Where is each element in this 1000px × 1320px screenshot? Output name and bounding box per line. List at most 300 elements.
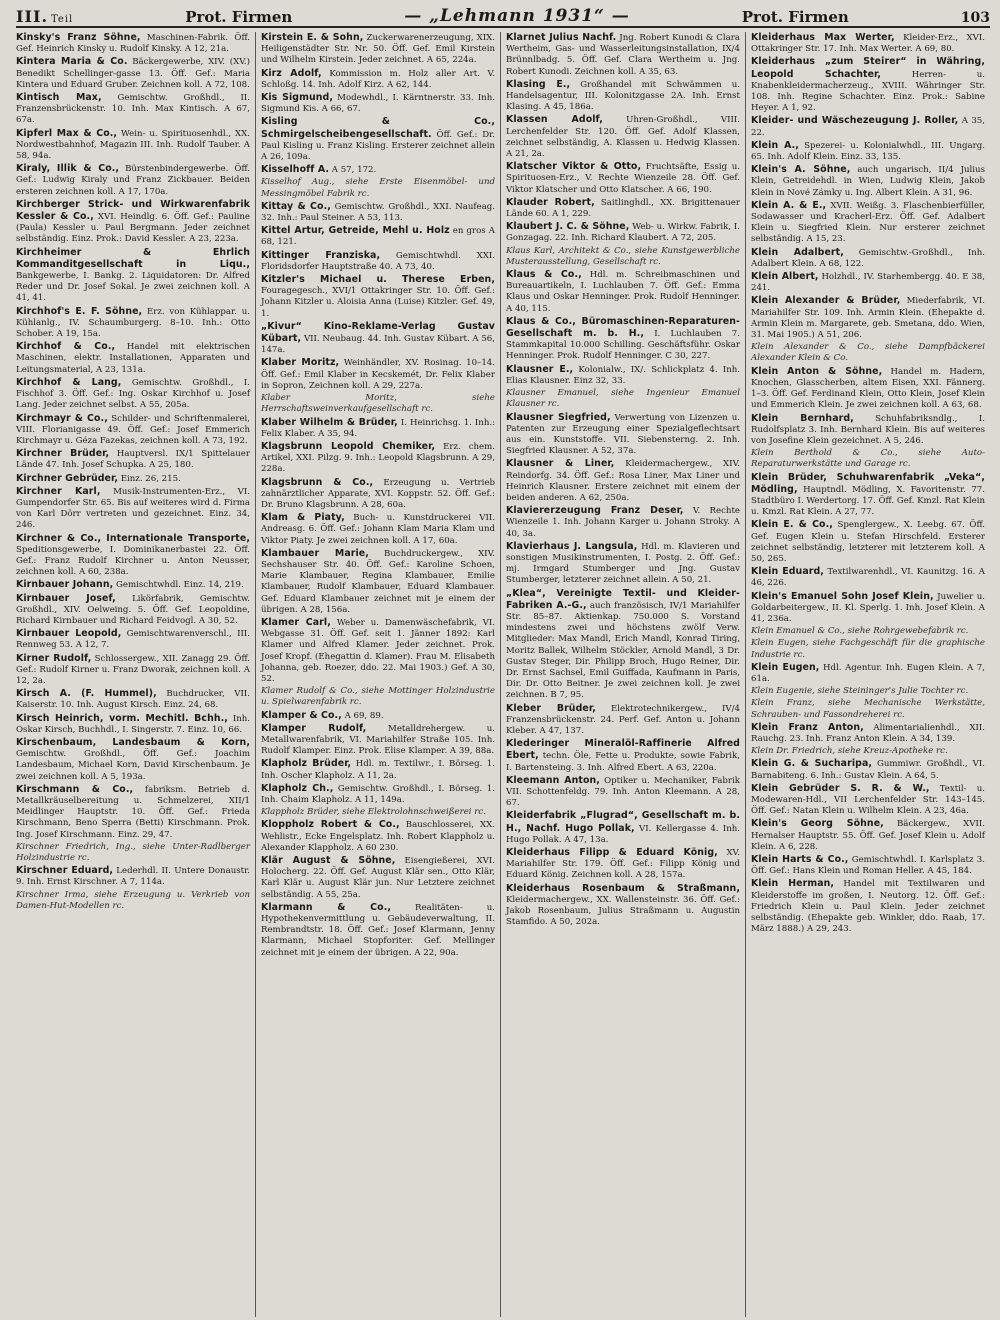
entry-details: Hdl. m. Schreibmaschinen und Bureauartikeln, I. Luchlauben 7. Öff. Gef.: Emma Klaus und Oskar Henninger. Prok. Rudolf Henninger. A 40, 115. (506, 270, 740, 314)
directory-entry (751, 758, 985, 781)
directory-entry (751, 413, 985, 448)
directory-entry (261, 201, 495, 224)
entry-details: A 35, 22. (751, 116, 985, 138)
directory-entry (751, 722, 985, 745)
firm-name: Kirschmann & Co., (16, 783, 134, 795)
firm-name: Kirsch A. (F. Hummel), (16, 688, 157, 700)
directory-entry (751, 783, 985, 818)
entry-columns (16, 32, 990, 1317)
firm-name: Kittinger Franziska, (261, 249, 381, 261)
column-3 (500, 32, 745, 1317)
entry-details: Klamer Rudolf & Co., siehe Mottinger Holzindustrie u. Spielwarenfabrik rc. (261, 686, 495, 708)
entry-details: fabriksm. Betrieb d. Metallkräuselbereitung u. Schmelzerei, XII/1 Meidlinger Hauptstr. 10. Öff. Gef.: Frieda Kirschmann, Beno Sperra (Betti) Kirschmann. Prok. Ing. Josef Kirschmann. Einz. 29, 47. (16, 784, 251, 840)
directory-entry (16, 473, 250, 485)
directory-entry (16, 842, 250, 864)
entry-details: Fouragegesch., XVI/1 Ottakringer Str. 10. Öff. Gef.: Johann Kitzler u. Aloisia Anna (Luise) Kitzler. Gef. 49, 1. (261, 286, 495, 319)
firm-name: Klein Franz Anton, (751, 721, 864, 733)
firm-name: Klein Brüder, Schuhwarenfabrik „Veka“, Mödling, (751, 471, 985, 495)
entry-details: Klein Franz, siehe Mechanische Werkstätte, Schrauben- und Fassondreherei rc. (751, 698, 985, 720)
firm-name: Kirner Rudolf, (16, 652, 92, 664)
firm-name: Klam & Piaty, (261, 512, 345, 524)
firm-name: Klein Bernhard, (751, 412, 854, 424)
firm-name: Kintisch Max, (16, 92, 102, 104)
firm-name: Klamper & Co., (261, 709, 342, 721)
entry-details: Realitäten- u. Hypothekenvermittlung u. Gebäudeverwaltung, II. Rembrandtstr. 18. Öff. Gef.: Josef Klarmann, Jenny Klarmann, Michael Stopforiter. Gef. Mellinger zeichnet mit je einem der übrigen. A 22, 90a. (261, 902, 495, 958)
entry-details: Klaber Moritz, siehe Herrschaftsweinverkaufgesellschaft rc. (261, 393, 495, 415)
firm-name: Klein A., (751, 139, 799, 151)
firm-name: Klär August & Söhne, (261, 855, 396, 867)
entry-details: Spenglergew., X. Leebg. 67. Öff. Gef. Eugen Klein u. Stefan Hirschfeld. Ersterer zeichnet selbständig, letzterer mit letzterem koll. A 50, 265. (751, 520, 985, 564)
directory-entry (16, 377, 250, 412)
entry-details: Kisselhof Aug., siehe Erste Eisenmöbel- und Messingmöbel Fabrik rc. (261, 177, 495, 199)
entry-details: I. Heinrichsg. 1. Inh.: Felix Klaber. A 35, 94. (261, 417, 495, 439)
entry-details: Juwelier u. Goldarbeitergew., II. Kl. Sperlg. 1. Inh. Josef Klein. A 41, 236a. (751, 591, 985, 624)
entry-details: Herren- u. Knabenkleidermacherzeug., XVIII. Währinger Str. 108. Inh. Regine Schachter. Einz. Prok.: Sabine Heyer. A 1, 92. (751, 69, 985, 114)
directory-entry (506, 810, 740, 846)
directory-entry (751, 366, 985, 412)
firm-name: Kiraly, Illik & Co., (16, 163, 120, 175)
entry-details: Eisengießerei, XVI. Holocherg. 22. Öff. Gef. August Klär sen., Otto Klär, Karl Klär u. August Klär jun. Nur Letztere zeichnet selbständig. A 55, 25a. (261, 856, 495, 900)
entry-details: Gemischtwhdl. XXI. Floridsdorfer Hauptstraße 40. A 73, 40. (261, 250, 495, 272)
firm-name: Kirchhof & Lang, (16, 376, 122, 388)
directory-entry (261, 393, 495, 415)
entry-details: Handel mit elektrischen Maschinen, elektr. Installationen, Apparaten und Leitungsmaterial, A 23, 131a. (16, 342, 250, 375)
firm-name: Kirchmayr & Co., (16, 412, 108, 424)
firm-name: Kirchner Karl, (16, 485, 101, 497)
entry-details: Likörfabrik, Gemischtw. Großhdl., XIV. Oelweing. 5. Öff. Gef. Leopoldine, Richard Kirnbauer und Richard Feidvogl. A 30, 52. (16, 593, 251, 626)
directory-entry (16, 713, 250, 736)
entry-details: Verwertung von Lizenzen u. Patenten zur Erzeugung einer Spezialgeflechtsart aus ein. Kunststoffe. VII. Siebensterng. 2. Inh. Siegfried Klausner. A 52, 37a. (506, 412, 740, 457)
firm-name: Klauder Robert, (506, 196, 595, 208)
firm-name: Klavierhaus J. Langsula, (506, 540, 638, 552)
entry-details: Klein Dr. Friedrich, siehe Kreuz-Apotheke rc. (751, 746, 948, 757)
directory-entry (751, 271, 985, 294)
entry-details: Web- u. Wirkw. Fabrik, I. Gonzagag. 22. Inh. Richard Klaubert. A 72, 205. (506, 222, 740, 244)
firm-name: Kirchner Gebrüder, (16, 472, 118, 484)
firm-name: Kirnbauer Johann, (16, 579, 114, 591)
firm-name: Klaus & Co., (506, 269, 582, 281)
directory-entry (16, 341, 250, 376)
entry-details: Kolonialw., IX/. Schlickplatz 4. Inh. Elias Klausner. Einz 32, 33. (506, 364, 740, 386)
directory-entry (261, 225, 495, 248)
entry-details: Klappholz Brüder, siehe Elektrolohnschweißerei rc. (261, 807, 486, 818)
firm-name: Kintera Maria & Co. (16, 56, 128, 68)
directory-entry (16, 32, 250, 55)
entry-details: Hdl. m. Textilwr., I. Börseg. 1. Inh. Oscher Klapholz. A 11, 2a. (261, 759, 496, 781)
firm-name: Kirchhof & Co., (16, 341, 116, 353)
directory-entry (261, 477, 495, 512)
entry-details: Bäckergewerbe, XIV. (XV.) Benedikt Schellinger-gasse 13. Öff. Gef.: Maria Kintera und Eduard Gruber. Zeichnen koll. A 72, 108. (16, 57, 251, 90)
firm-name: Klausner & Liner, (506, 458, 615, 470)
directory-entry (506, 316, 740, 363)
firm-name: Kis Sigmund, (261, 92, 333, 104)
firm-name: Kirnbauer Leopold, (16, 628, 122, 640)
directory-entry (506, 221, 740, 244)
firm-name: Kitzler's Michael u. Therese Erben, (261, 274, 495, 286)
directory-entry (751, 662, 985, 685)
entry-details: Uhren-Großhdl., VIII. Lerchenfelder Str. 120. Öff. Gef. Adolf Klassen, zeichnet selbständig, A. Klassen u. Hedwig Klassen. A 21, 2a. (506, 115, 740, 160)
directory-entry (751, 448, 985, 470)
directory-entry (16, 163, 250, 198)
firm-name: Kisselhoff A. (261, 164, 330, 176)
directory-entry (506, 388, 740, 410)
firm-name: Klein Herman, (751, 878, 835, 890)
directory-entry (751, 746, 985, 757)
directory-entry (261, 758, 495, 781)
entry-details: Schuhfabriksndlg., I. Rudolfsplatz 3. Inh. Bernhard Klein. Bis auf weiteres von Josefine Klein gezeichnet. A 5, 246. (751, 413, 985, 446)
entry-details: Alimentarialienhdl., XII. Rauchg. 23. Inh. Franz Anton Klein. A 34, 139. (751, 722, 985, 744)
directory-entry (506, 847, 740, 882)
entry-details: Wein- u. Spirituosenhdl., XX. Nordwestbahnhof, Magazin III. Inh. Rudolf Tauber. A 58, 94a. (16, 128, 250, 162)
directory-entry (16, 247, 250, 305)
firm-name: Klagsbrunn & Co., (261, 476, 374, 488)
directory-entry (506, 703, 740, 738)
directory-entry (261, 441, 495, 476)
directory-entry (751, 295, 985, 341)
directory-entry (261, 321, 495, 357)
entry-details: Gemischtw. Großhdl., I. Fischhof 3. Öff. Gef.: Ing. Oskar Kirchhof u. Josef Lang. Jeder zeichnet selbst. A 55, 205a. (16, 377, 251, 411)
firm-name: Klapholz Brüder, (261, 758, 352, 770)
directory-entry (751, 140, 985, 163)
entry-details: Bäckergew., XVII. Hernalser Hauptstr. 55. Öff. Gef. Josef Klein u. Adolf Klein. A 6, 228. (751, 819, 985, 852)
directory-entry (16, 628, 250, 651)
entry-details: Modewhdl., I. Kärntnerstr. 33. Inh. Sigmund Kis. A 66, 67. (261, 93, 495, 115)
firm-name: Kirchheimer & Ehrlich Kommanditgesellschaft in Liqu., (16, 246, 250, 270)
firm-name: Klein's Georg Söhne, (751, 818, 884, 830)
directory-entry (751, 342, 985, 364)
firm-name: Klein Anton & Söhne, (751, 365, 883, 377)
entry-details: Handel m. Hadern, Knochen, Glasscherben, altem Eisen, XXI. Fännerg. 1–3. Öff. Gef. Ferdinand Klein, Otto Klein, Josef Klein und Emmerich Klein. Je zwei zeichnen koll. A 63, 68. (751, 366, 985, 411)
directory-entry (751, 878, 985, 935)
firm-name: Klassen Adolf, (506, 114, 603, 126)
firm-name: Klein Harts & Co., (751, 854, 849, 866)
directory-entry (16, 737, 250, 783)
directory-entry (261, 686, 495, 708)
entry-details: Bürstenbindergewerbe. Öff. Gef.: Ludwig Kiraly und Franz Zickbauer. Beiden ersteren zeichnen koll. A 17, 170a. (16, 164, 251, 197)
directory-entry (751, 854, 985, 877)
entry-details: VI. Kellergasse 4. Inh. Hugo Pollak. A 47, 13a. (506, 823, 740, 845)
directory-entry (261, 710, 495, 722)
firm-name: Klatscher Viktor & Otto, (506, 161, 642, 173)
entry-details: Weber u. Damenwäschefabrik, VI. Webgasse 31. Öff. Gef. seit 1. Jänner 1892: Karl Klamer und Alfred Klamer. Jeder zeichnet. Prok. Josef Kropf. (Ehegattin d. Klamer). Frau M. Elisabeth Johanna, geb. Roezer, ddo. 22. Mai 1903.) Gef. A 30, 52. (261, 617, 496, 684)
firm-name: Klein Eugen, (751, 661, 820, 673)
firm-name: Kleider- und Wäschezeugung J. Roller, (751, 115, 959, 127)
entry-details: Buchdruckergew., XIV. Sechshauser Str. 40. Öff. Gef.: Karoline Schoen, Marie Klambauer, Regina Klambauer, Emilie Klambauer, Rudolf Klambauer, Eduard Klambauer. Gef. Eduard Klambauer zeichnet mit je einem der übrigen. A 28, 156a. (261, 548, 496, 615)
firm-name: Klaber Wilhelm & Brüder, (261, 416, 398, 428)
directory-entry (506, 588, 740, 702)
firm-name: Kinsky's Franz Söhne, (16, 32, 141, 43)
firm-name: Kirz Adolf, (261, 67, 322, 79)
firm-name: Klamer Carl, (261, 616, 331, 628)
column-1 (16, 32, 255, 1317)
directory-entry (751, 698, 985, 720)
entry-details: Kleidermachergew., XX. Wallensteinstr. 36. Öff. Gef.: Jakob Rosenbaum, Julius Straßmann u. Augustin Stamfido. A 50, 202a. (506, 894, 740, 928)
entry-details: Musik-Instrumenten-Erz., VI. Gumpendorfer Str. 65. Bis auf weiteres wird d. Firma von Karl Dörr vertreten und gezeichnet. Einz. 34, 246. (16, 486, 250, 531)
directory-entry (506, 738, 740, 774)
directory-entry (261, 357, 495, 392)
entry-details: XVII. Weißg. 3. Flaschenbierfüller, Sodawasser und Kracherl-Erz. Öff. Gef. Adalbert Klein u. Siegfried Klein. Nur ersterer zeichnet selbständig. A 15, 23. (751, 200, 985, 245)
firm-name: Klaviererzeugung Franz Deser, (506, 505, 684, 517)
firm-name: Klederinger Mineralöl-Raffinerie Alfred Ebert, (506, 738, 740, 762)
firm-name: Kloppholz Robert & Co., (261, 819, 400, 831)
firm-name: Kirschner Eduard, (16, 865, 114, 877)
directory-entry (16, 128, 250, 163)
firm-name: „Klea“, Vereinigte Textil- und Kleider-Fabriken A.-G., (506, 587, 740, 611)
directory-entry (506, 883, 740, 929)
entry-details: Gemischtw. Großhdl., Öff. Gef.: Joachim Landesbaum, Michael Korn, David Kirschenbaum. Je zwei zeichnen koll. A 5, 193a. (16, 749, 250, 782)
directory-entry (506, 458, 740, 504)
entry-details: Klausner Emanuel, siehe Ingenieur Emanuel Klausner rc. (506, 388, 740, 410)
firm-name: Kirchberger Strick- und Wirkwarenfabrik Kessler & Co., (16, 198, 250, 223)
directory-entry (16, 199, 250, 246)
directory-entry (261, 617, 495, 685)
volume-label: III. Teil (16, 7, 74, 26)
firm-name: Klaubert J. C. & Söhne, (506, 221, 630, 233)
firm-name: Kleiderfabrik „Flugrad“, Gesellschaft m. b. H., Nachf. Hugo Pollak, (506, 810, 740, 834)
entry-details: Kleidermachergew., XIV. Reindorfg. 34. Öff. Gef.: Rosa Liner, Max Liner und Heinrich Klausner. Erstere zeichnet mit einem der beiden anderen. A 62, 250a. (506, 459, 741, 503)
directory-entry (261, 819, 495, 854)
directory-entry (16, 865, 250, 888)
firm-name: Kleiderhaus Rosenbaum & Straßmann, (506, 882, 740, 894)
directory-entry (16, 593, 250, 628)
directory-entry (16, 688, 250, 711)
directory-entry (261, 548, 495, 616)
entry-details: Buchdrucker, VII. Kaiserstr. 10. Inh. August Kirsch. Einz. 24, 68. (16, 689, 250, 711)
entry-details: Öff. Gef.: Dr. Paul Kisling u. Franz Kisling. Ersterer zeichnet allein A 26, 109a. (261, 129, 495, 163)
entry-details: Schilder- und Schriftenmalerei, VIII. Florianigasse 49. Öff. Gef.: Josef Emmerich Kirchmayr u. Géza Fazekas, zeichnen koll. A 73, 192. (16, 413, 251, 446)
entry-details: Klein Eugenie, siehe Steininger's Julie Tochter rc. (751, 686, 969, 697)
directory-entry (261, 902, 495, 959)
entry-details: Maschinen-Fabrik. Öff. Gef. Heinrich Kinsky u. Rudolf Kinsky. A 12, 21a. (16, 33, 250, 55)
entry-details: Klein Alexander & Co., siehe Dampfbäckerei Alexander Klein & Co. (751, 342, 985, 364)
entry-details: Bauschlosserei, XX. Wehlistr., Ecke Engelsplatz. Inh. Robert Klappholz u. Alexander Klappholz. A 60 230. (261, 820, 496, 853)
entry-details: VII. Neubaug. 44. Inh. Gustav Kübart. A 56, 147a. (261, 334, 496, 356)
entry-details: Metalldrehergew. u. Metallwarenfabrik, VI. Mariahilfer Straße 105. Inh. Rudolf Klamper. Einz. Prok. Elise Klamper. A 39, 88a. (261, 723, 495, 757)
entry-details: Klein Emanuel & Co., siehe Rohrgewebefabrik rc. (751, 626, 969, 637)
entry-details: A 57, 172. (331, 165, 377, 176)
entry-details: Gemischtwarenverschl., III. Rennweg 53. A 12, 7. (16, 629, 251, 651)
directory-entry (16, 890, 250, 912)
directory-entry (751, 566, 985, 589)
directory-entry (16, 784, 250, 841)
firm-name: Klausner E., (506, 363, 574, 375)
entry-details: en gros A 68, 121. (261, 226, 495, 248)
directory-entry (261, 92, 495, 115)
directory-entry (261, 274, 495, 320)
directory-entry (751, 818, 985, 853)
directory-entry (751, 686, 985, 697)
firm-name: Klarmann & Co., (261, 901, 392, 913)
firm-name: Kleemann Anton, (506, 774, 600, 786)
entry-details: Hauptndl. Mödling, X. Favoritenstr. 77. Stadtbüro I. Werdertorg. 17. Öff. Gef. Kmzl. Rat Klein u. Kmzl. Rat Klein. A 27, 77. (751, 484, 985, 518)
firm-name: Klausner Siegfried, (506, 411, 611, 423)
directory-entry (261, 417, 495, 440)
directory-entry (16, 486, 250, 532)
entry-details: Optiker u. Mechaniker, Fabrik VII. Schottenfeldg. 79. Inh. Anton Kleemann. A 28, 67. (506, 775, 740, 809)
firm-name: Kittel Artur, Getreide, Mehl u. Holz (261, 225, 450, 237)
entry-details: Miederfabrik, VI. Mariahilfer Str. 109. Inh. Armin Klein. (Ehepakte d. Armin Klein m. Margarete, geb. Smetana, ddo. Wien, 31. Mai 1905.) A 51, 206. (751, 296, 985, 341)
entry-details: Holzhdl., IV. Starhembergg. 40. E 38, 241. (751, 272, 985, 294)
entry-details: Klaus Karl, Architekt & Co., siehe Kunstgewerbliche Musterausstellung, Gesellschaft rc. (506, 245, 740, 267)
section-label-left: Prot. Firmen (185, 8, 293, 26)
directory-entry (16, 92, 250, 127)
firm-name: Klapholz Ch., (261, 782, 334, 794)
directory-entry (506, 161, 740, 196)
firm-name: Kirchner & Co., Internationale Transporte, (16, 532, 250, 544)
entry-details: Kommission m. Holz aller Art. V. Schloßg. 14. Inh. Adolf Kirz. A 62, 144. (261, 68, 495, 90)
firm-name: Kirschenbaum, Landesbaum & Korn, (16, 736, 250, 748)
entry-details: Gemischtwhdl. Einz. 14, 219. (116, 580, 244, 591)
firm-name: Kleber Brüder, (506, 702, 596, 714)
firm-name: Kirstein E. & Sohn, (261, 32, 364, 43)
firm-name: Klaber Moritz, (261, 357, 340, 369)
entry-details: Kirschner Irma, siehe Erzeugung u. Verkrieb von Damen-Hut-Modellen rc. (16, 889, 250, 911)
directory-entry (16, 413, 250, 448)
directory-entry (261, 164, 495, 176)
directory-entry (261, 855, 495, 901)
firm-name: Kleiderhaus Max Werter, (751, 32, 895, 43)
directory-entry (751, 591, 985, 626)
entry-details: Gemischtw. Großhdl., II. Franzensbrückenstr. 10. Inh. Max Kintisch. A 67, 67a. (16, 93, 251, 126)
column-4 (745, 32, 990, 1317)
entry-details: Handel mit Textilwaren und Kleiderstoffe im großen, I. Neutorg. 12. Öff. Gef.: Friedrich Klein u. Paul Klein. Jeder zeichnet selbständig. (Ehepakte geb. Winkler, ddo. Raab, 17. März 1888.) A 29, 243. (751, 879, 985, 935)
entry-details: Gemischtw.-Großhdl., Inh. Adalbert Klein. A 68, 122. (751, 247, 986, 269)
firm-name: Klaus & Co., Büromaschinen-Reparaturen-Gesellschaft m. b. H., (506, 315, 740, 340)
firm-name: Klamper Rudolf, (261, 722, 367, 734)
directory-entry (261, 512, 495, 547)
firm-name: Klambauer Marie, (261, 547, 369, 559)
firm-name: Kittay & Co., (261, 200, 331, 212)
entry-details: Schlossergew., XII. Zanagg 29. Öff. Gef.: Rudolf Kirner u. Franz Dworak, zeichnen koll. A 12, 2a. (16, 653, 251, 686)
directory-entry (751, 164, 985, 199)
entry-details: Bankgewerbe, I. Bankg. 2. Liquidatoren: Dr. Alfred Reder und Dr. Josef Sokal. Je zwei zeichnen koll. A 41, 41. (16, 271, 250, 304)
entry-details: V. Rechte Wienzeile 1. Inh. Johann Karger u. Johann Stroky. A 40, 3a. (506, 506, 740, 539)
directory-entry (261, 807, 495, 818)
page-header (16, 4, 990, 28)
directory-entry (751, 115, 985, 138)
entry-details: Hdl. Agentur. Inh. Eugen Klein. A 7, 61a. (751, 662, 985, 684)
page-number: 103 (960, 10, 990, 26)
directory-entry (506, 541, 740, 587)
directory-entry (261, 783, 495, 806)
directory-entry (261, 177, 495, 199)
directory-entry (506, 364, 740, 387)
directory-entry (16, 653, 250, 688)
directory-entry (261, 68, 495, 91)
firm-name: „Kivur“ Kino-Reklame-Verlag Gustav Kübart, (261, 320, 495, 345)
directory-entry (261, 723, 495, 758)
firm-name: Klein Eduard, (751, 566, 824, 578)
directory-entry (751, 247, 985, 270)
entry-details: Saitlinghdl., XX. Brigittenauer Lände 60. A 1, 229. (506, 197, 740, 220)
directory-entry (506, 505, 740, 540)
directory-entry (16, 56, 250, 91)
firm-name: Klein G. & Sucharipa, (751, 758, 873, 770)
firm-name: Klasing E., (506, 78, 571, 90)
directory-entry (751, 519, 985, 565)
directory-entry (506, 269, 740, 315)
entry-details: Textil- u. Modewaren-Hdl., VII Lerchenfelder Str. 143–145. Öff. Gef.: Natan Klein u. Wilhelm Klein. A 23, 46a. (751, 783, 985, 817)
entry-details: Hauptversl. IX/1 Spittelauer Lände 47. Inh. Josef Schupka. A 25, 180. (16, 449, 251, 471)
entry-details: Textilwarenhdl., VI. Kaunitzg. 16. A 46, 226. (751, 567, 985, 589)
directory-entry (506, 32, 740, 78)
firm-name: Kirchner Brüder, (16, 448, 110, 460)
firm-name: Klein's Emanuel Sohn Josef Klein, (751, 590, 934, 602)
directory-entry (751, 638, 985, 660)
firm-name: Klein Gebrüder S. R. & W., (751, 782, 930, 794)
directory-entry (751, 32, 985, 55)
firm-name: Klein E. & Co., (751, 519, 833, 531)
firm-name: Klein Alexander & Brüder, (751, 295, 901, 307)
entry-details: Inh. Oskar Kirsch, Buchhdl., I. Singerstr. 7. Einz. 10, 66. (16, 713, 251, 735)
firm-name: Kirsch Heinrich, vorm. Mechitl. Bchh., (16, 712, 228, 724)
firm-name: Klein A. & E., (751, 199, 827, 211)
entry-details: A 69, 89. (344, 710, 384, 721)
entry-details: Klein Eugen, siehe Fachgeschäft für die graphische Industrie rc. (751, 638, 985, 660)
directory-entry (506, 246, 740, 268)
entry-details: I. Luchlauben 7. Stammkapital 10.000 Schilling. Geschäftsführ. Oskar Henninger. Prok. Rudolf Henninger. C 30, 227. (506, 329, 740, 362)
firm-name: Kisling & Co., Schmirgelscheibengesellschaft. (261, 116, 495, 140)
directory-entry (16, 533, 250, 579)
entry-details: Lederhdl. II. Untere Donaustr. 9. Inh. Ernst Kirschner. A 7, 114a. (16, 866, 251, 888)
directory-entry (506, 412, 740, 458)
running-title: — „Lehmann 1931“ — (404, 6, 630, 26)
entry-details: Fruchtsäfte, Essig u. Spirituosen-Erz., V. Rechte Wienzeile 28. Öff. Gef. Viktor Klatscher und Otto Klatscher. A 66, 190. (506, 162, 741, 195)
entry-details: Kleider-Erz., XVI. Ottakringer Str. 17. Inh. Max Werter. A 69, 80. (751, 33, 985, 55)
directory-entry (261, 32, 495, 67)
entry-details: Gemischtwhdl. I. Karlsplatz 3. Öff. Gef.: Hans Klein und Roman Heller. A 45, 184. (751, 855, 985, 877)
entry-details: Spezerei- u. Kolonialwhdl., III. Ungarg. 65. Inh. Adolf Klein. Einz. 33, 135. (751, 140, 985, 163)
entry-details: auch ungarisch, II/4 Julius Klein, Getreidehdl. in Wien, Ludwig Klein, Jakob Klein in Nové Zámky u. Ing. Albert Klein. A 31, 96. (751, 165, 985, 198)
firm-name: Kleiderhaus Filipp & Eduard König, (506, 847, 718, 859)
firm-name: Klarnet Julius Nachf. (506, 32, 617, 43)
directory-entry (751, 200, 985, 246)
directory-entry (751, 56, 985, 114)
entry-details: Speditionsgewerbe, I. Dominikanerbastei 22. Öff. Gef.: Franz Rudolf Kirchner u. Anton Neusser, zeichnen koll. A 60, 238a. (16, 544, 250, 578)
firm-name: Kipferl Max & Co., (16, 127, 118, 139)
entry-details: Buch- u. Kunstdruckerei VII. Andreasg. 6. Öff. Gef.: Johann Klam Maria Klam und Viktor Piaty. Je zwei zeichnen koll. A 17, 60a. (261, 513, 495, 546)
section-label-right: Prot. Firmen (741, 8, 849, 26)
entry-details: Elektrotechnikergew., IV/4 Franzensbrückenstr. 24. Perf. Gef. Anton u. Johann Kleber. A 47, 137. (506, 703, 741, 736)
entry-details: techn. Öle, Fette u. Produkte, sowie Fabrik, I. Bartensteing. 3. Inh. Alfred Ebert. A 63, 220a. (506, 751, 740, 773)
directory-entry (751, 626, 985, 637)
entry-details: Klein Berthold & Co., siehe Auto-Reparaturwerkstätte und Garage rc. (751, 448, 985, 470)
firm-name: Klein Adalbert, (751, 246, 844, 258)
directory-entry (506, 775, 740, 810)
entry-details: Weinhändler, XV. Rosinag. 10–14. Öff. Gef.: Emil Klaber in Kecskemét, Dr. Felix Klaber in Sopron, Zeichnen koll. A 29, 227a. (261, 358, 496, 391)
entry-details: Erz. chem. Artikel, XXI. Pilzg. 9. Inh.: Leopold Klagsbrunn. A 29, 228a. (261, 441, 496, 475)
directory-entry (261, 116, 495, 163)
firm-name: Kleiderhaus „zum Steirer“ in Währing, Leopold Schachter, (751, 56, 985, 80)
entry-details: Kirschner Friedrich, Ing., siehe Unter-Radlberger Holzindustrie rc. (16, 841, 250, 864)
firm-name: Klagsbrunn Leopold Chemiker, (261, 440, 436, 452)
directory-entry (16, 306, 250, 341)
entry-details: Hdl. m. Klavieren und sonstigen Musikinstrumenten, I. Postg. 2. Öff. Gef.: mj. Irmgard Stumberger und Jng. Gustav Stumberger, letzterer zeichnet allein. A 50, 21. (506, 541, 741, 586)
directory-entry (506, 114, 740, 160)
directory-entry (16, 579, 250, 591)
entry-details: Jng. Robert Kunodi & Clara Wertheim, Gas- und Wasserleitungsinstallation, IX/4 Brünnlbadg. 5. Öff. Gef. Clara Wertheim u. Jng. Robert Kunodi. Zeichnen koll. A 35, 63. (506, 33, 740, 77)
entry-details: Einz. 26, 215. (120, 473, 181, 484)
firm-name: Klein's A. Söhne, (751, 164, 851, 176)
directory-entry (261, 250, 495, 273)
entry-details: XV. Mariahilfer Str. 179. Öff. Gef.: Filipp König und Eduard König. Zeichnen koll. A 28, 157a. (506, 848, 740, 881)
entry-details: Gemischtw. Großhdl., XXI. Naufeag. 32. Inh.: Paul Steiner. A 53, 113. (261, 201, 495, 224)
directory-entry (506, 197, 740, 220)
directory-entry (751, 472, 985, 519)
entry-details: XVI. Heindlg. 6. Öff. Gef.: Pauline (Paula) Kessler u. Paul Bergmann. Jeder zeichnet selbständig. Einz. Prok.: David Kessler. A 23, 223a. (16, 212, 250, 245)
entry-details: Gemischtw. Großhdl., I. Börseg. 1. Inh. Chaim Klapholz. A 11, 149a. (261, 783, 495, 805)
directory-entry (506, 79, 740, 114)
